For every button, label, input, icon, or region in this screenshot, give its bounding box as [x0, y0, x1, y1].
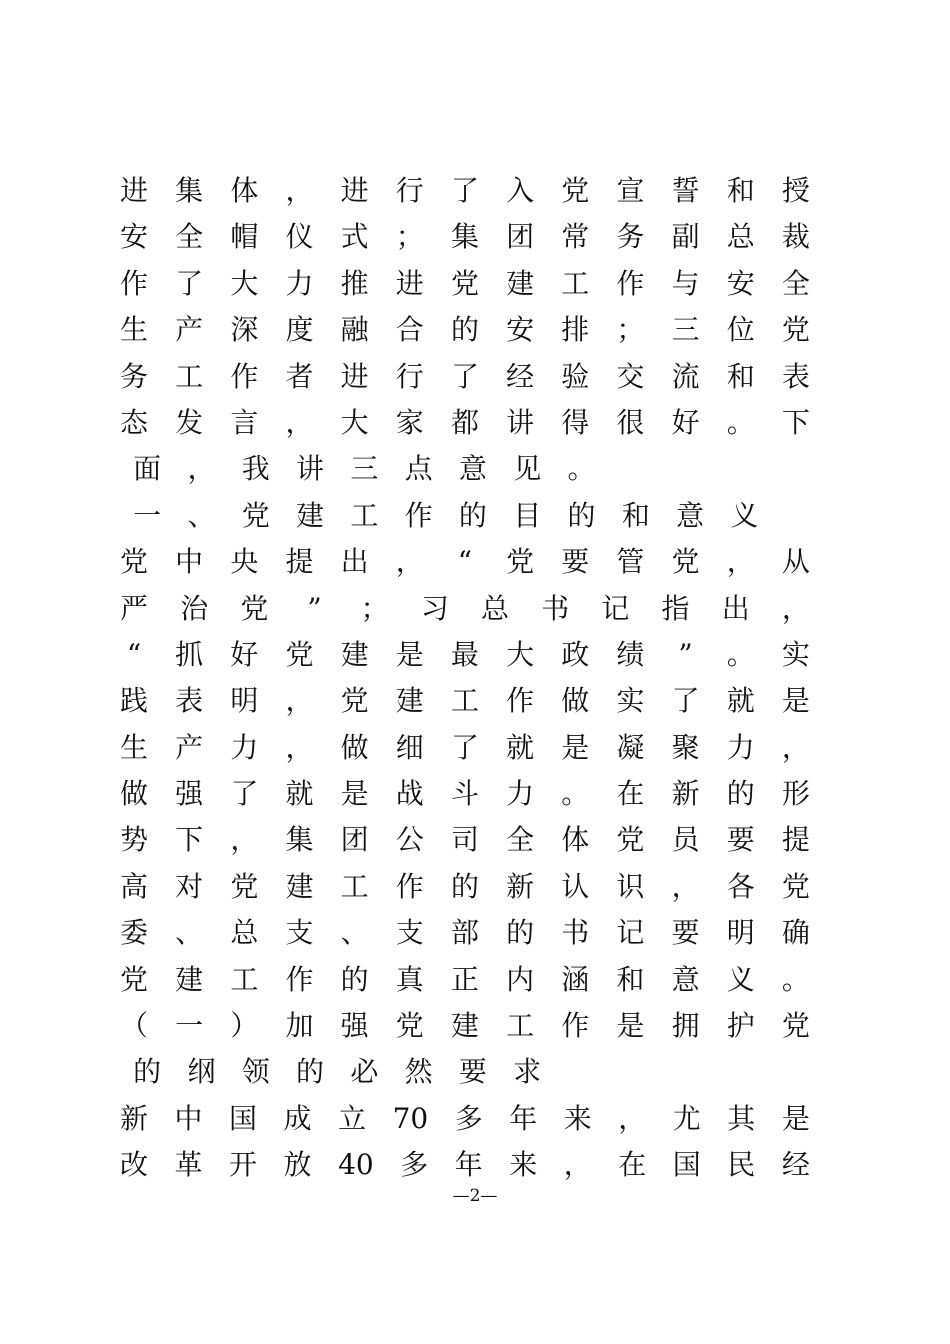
glyph: 的 [450, 869, 479, 903]
glyph: 做 [561, 684, 590, 718]
text-line [120, 1096, 810, 1142]
text-line [120, 725, 810, 771]
glyph: 要 [561, 545, 590, 579]
glyph: 一 [133, 498, 162, 532]
text-line [120, 539, 810, 585]
glyph: 排 [561, 313, 590, 347]
glyph: 凝 [616, 730, 645, 764]
glyph: 好 [671, 405, 700, 439]
glyph: 来 [563, 1101, 592, 1135]
glyph: ， [230, 823, 259, 857]
text-line [120, 307, 810, 353]
glyph: 党 [340, 684, 369, 718]
glyph: 融 [340, 313, 369, 347]
glyph: ） [230, 1009, 259, 1043]
glyph: 。 [781, 962, 810, 996]
glyph: 是 [781, 684, 810, 718]
text-line [120, 632, 810, 678]
glyph: 形 [781, 777, 810, 811]
glyph: ， [781, 730, 810, 764]
glyph: 的 [567, 498, 596, 532]
glyph: 产 [175, 730, 204, 764]
glyph: （ [120, 1009, 149, 1043]
glyph: 指 [661, 591, 690, 625]
glyph: 要 [458, 1055, 487, 1089]
glyph: 好 [230, 637, 259, 671]
glyph: 讲 [506, 405, 535, 439]
glyph: ， [285, 174, 314, 207]
glyph: 进 [120, 174, 149, 207]
glyph: 总 [481, 591, 510, 625]
glyph: 最 [450, 637, 479, 671]
glyph: 一 [175, 1009, 204, 1043]
glyph: 工 [450, 684, 479, 718]
glyph: ； [360, 591, 389, 625]
glyph: 支 [285, 916, 314, 950]
glyph: ， [618, 1101, 647, 1135]
glyph: 委 [120, 916, 149, 950]
glyph: 强 [175, 777, 204, 811]
glyph: ， [671, 869, 700, 903]
glyph: 拥 [671, 1009, 700, 1043]
text-line [120, 168, 810, 214]
text-line [120, 354, 810, 400]
text-line [120, 214, 810, 260]
glyph: 工 [350, 498, 379, 532]
glyph: 习 [420, 591, 449, 625]
glyph: 务 [120, 359, 149, 393]
glyph: 对 [175, 869, 204, 903]
glyph: 建 [175, 962, 204, 996]
glyph: 验 [561, 359, 590, 393]
glyph: 态 [120, 405, 149, 439]
glyph: 党 [671, 545, 700, 579]
glyph: 产 [175, 313, 204, 347]
glyph: 全 [506, 823, 535, 857]
glyph: 与 [671, 266, 700, 300]
glyph: 行 [395, 174, 424, 207]
glyph: 力 [230, 730, 259, 764]
glyph: 进 [340, 359, 369, 393]
glyph: ， [285, 730, 314, 764]
glyph: 的 [296, 1055, 325, 1089]
glyph: 员 [671, 823, 700, 857]
glyph: 。 [567, 452, 596, 486]
glyph: 斗 [450, 777, 479, 811]
glyph: 严 [120, 591, 149, 625]
text-line [120, 261, 810, 307]
glyph: 大 [506, 637, 535, 671]
glyph: 作 [616, 266, 645, 300]
glyph: 70 [392, 1101, 429, 1135]
glyph: “ [457, 545, 473, 579]
glyph: 建 [285, 869, 314, 903]
glyph: 实 [781, 637, 810, 671]
glyph: 护 [726, 1009, 755, 1043]
glyph: 国 [672, 1148, 701, 1182]
glyph: 意 [676, 498, 705, 532]
glyph: 多 [400, 1148, 429, 1182]
glyph: 副 [671, 220, 700, 254]
glyph: 家 [395, 405, 424, 439]
glyph: 意 [458, 452, 487, 486]
glyph: 作 [230, 359, 259, 393]
glyph: 集 [450, 220, 479, 254]
glyph: 绩 [616, 637, 645, 671]
glyph: 是 [616, 1009, 645, 1043]
glyph: 加 [285, 1009, 314, 1043]
glyph: 力 [285, 266, 314, 300]
glyph: 党 [395, 1009, 424, 1043]
glyph: 管 [616, 545, 645, 579]
glyph: 党 [781, 869, 810, 903]
glyph: 在 [616, 777, 645, 811]
glyph: 了 [671, 684, 700, 718]
glyph: 成 [283, 1101, 312, 1135]
glyph: 司 [450, 823, 479, 857]
glyph: 尤 [672, 1101, 701, 1135]
glyph: 强 [340, 1009, 369, 1043]
glyph: 深 [230, 313, 259, 347]
glyph: 发 [175, 405, 204, 439]
glyph: ； [395, 220, 424, 254]
text-line [120, 864, 810, 910]
glyph: 要 [671, 916, 700, 950]
glyph: 者 [285, 359, 314, 393]
glyph: 识 [616, 869, 645, 903]
glyph: 团 [340, 823, 369, 857]
glyph: 总 [230, 916, 259, 950]
glyph: 党 [781, 1009, 810, 1043]
glyph: 涵 [561, 962, 590, 996]
glyph: 作 [285, 962, 314, 996]
glyph: 党 [506, 545, 535, 579]
glyph: 央 [230, 545, 259, 579]
glyph: “ [126, 637, 142, 671]
glyph: 聚 [671, 730, 700, 764]
glyph: 改 [120, 1148, 149, 1182]
glyph: 作 [506, 684, 535, 718]
glyph: 安 [506, 313, 535, 347]
glyph: 大 [230, 266, 259, 300]
glyph: 就 [506, 730, 535, 764]
glyph: 。 [561, 777, 590, 811]
glyph: 意 [671, 962, 700, 996]
glyph: 交 [616, 359, 645, 393]
glyph: 必 [350, 1055, 379, 1089]
glyph: 言 [230, 405, 259, 439]
glyph: 体 [561, 823, 590, 857]
glyph: 要 [726, 823, 755, 857]
glyph: 各 [726, 869, 755, 903]
glyph: 40 [338, 1148, 374, 1182]
glyph: 来 [509, 1148, 538, 1182]
glyph: 的 [458, 498, 487, 532]
glyph: 内 [506, 962, 535, 996]
glyph: 立 [338, 1101, 367, 1135]
glyph: 提 [285, 545, 314, 579]
glyph: 见 [513, 452, 542, 486]
glyph: 合 [395, 313, 424, 347]
glyph: 明 [230, 684, 259, 718]
glyph: 在 [618, 1148, 647, 1182]
glyph: 全 [781, 266, 810, 300]
text-line [120, 817, 810, 863]
glyph: 确 [781, 916, 810, 950]
glyph: 的 [133, 1055, 162, 1089]
glyph: 授 [781, 174, 810, 207]
glyph: 提 [781, 823, 810, 857]
glyph: 得 [561, 405, 590, 439]
glyph: 革 [174, 1148, 203, 1182]
glyph: 和 [726, 174, 755, 207]
glyph: 出 [721, 591, 750, 625]
glyph: 实 [616, 684, 645, 718]
glyph: ， [285, 684, 314, 718]
glyph: 的 [450, 313, 479, 347]
glyph: 。 [726, 637, 755, 671]
glyph: 党 [285, 637, 314, 671]
glyph: ” [678, 637, 693, 671]
glyph: 党 [230, 869, 259, 903]
glyph: 目 [513, 498, 542, 532]
glyph: 了 [450, 359, 479, 393]
glyph: 新 [671, 777, 700, 811]
glyph: 的 [506, 916, 535, 950]
glyph: 面 [133, 452, 162, 486]
glyph: 入 [506, 174, 535, 207]
text-line [120, 400, 810, 446]
glyph: 了 [450, 174, 479, 207]
section-heading [120, 493, 810, 539]
glyph: 放 [283, 1148, 312, 1182]
glyph: ， [285, 405, 314, 439]
glyph: 是 [561, 730, 590, 764]
glyph: 政 [561, 637, 590, 671]
glyph: 认 [561, 869, 590, 903]
glyph: 党 [241, 498, 270, 532]
glyph: ， [726, 545, 755, 579]
glyph: ， [563, 1148, 592, 1182]
glyph: 表 [781, 359, 810, 393]
glyph: 高 [120, 869, 149, 903]
text-line [120, 678, 810, 724]
glyph: 然 [404, 1055, 433, 1089]
glyph: 裁 [781, 220, 810, 254]
glyph: 作 [404, 498, 433, 532]
glyph: 从 [781, 545, 810, 579]
glyph: 三 [671, 313, 700, 347]
glyph: ， [187, 452, 216, 486]
glyph: 部 [450, 916, 479, 950]
page-number: —2— [452, 1186, 498, 1206]
text-line [120, 771, 810, 817]
glyph: 新 [506, 869, 535, 903]
glyph: 是 [395, 637, 424, 671]
glyph: 细 [395, 730, 424, 764]
glyph: 明 [726, 916, 755, 950]
glyph: 建 [395, 684, 424, 718]
glyph: 、 [187, 498, 216, 532]
glyph: 党 [616, 823, 645, 857]
glyph: 工 [230, 962, 259, 996]
glyph: 。 [726, 405, 755, 439]
glyph: 民 [727, 1148, 756, 1182]
glyph: 工 [506, 1009, 535, 1043]
text-line [120, 910, 810, 956]
glyph: 推 [340, 266, 369, 300]
glyph: 建 [450, 1009, 479, 1043]
glyph: 宣 [616, 174, 645, 207]
glyph: 力 [506, 777, 535, 811]
glyph: 书 [561, 916, 590, 950]
glyph: 体 [230, 174, 259, 207]
glyph: 行 [395, 359, 424, 393]
glyph: 建 [506, 266, 535, 300]
glyph: 集 [285, 823, 314, 857]
glyph: 党 [120, 545, 149, 579]
glyph: 经 [781, 1148, 810, 1182]
glyph: 正 [450, 962, 479, 996]
glyph: 工 [340, 869, 369, 903]
glyph: 三 [350, 452, 379, 486]
glyph: 位 [726, 313, 755, 347]
glyph: 是 [340, 777, 369, 811]
glyph: 经 [506, 359, 535, 393]
glyph: 多 [454, 1101, 483, 1135]
glyph: 讲 [296, 452, 325, 486]
glyph: 誓 [671, 174, 700, 207]
glyph: 仪 [285, 220, 314, 254]
glyph: 进 [395, 266, 424, 300]
glyph: 和 [726, 359, 755, 393]
glyph: 领 [241, 1055, 270, 1089]
glyph: 的 [726, 777, 755, 811]
glyph: 和 [616, 962, 645, 996]
glyph: 了 [230, 777, 259, 811]
glyph: 作 [395, 869, 424, 903]
text-line [120, 446, 810, 492]
glyph: 战 [395, 777, 424, 811]
glyph: 总 [726, 220, 755, 254]
glyph: 流 [671, 359, 700, 393]
glyph: 公 [395, 823, 424, 857]
glyph: 义 [730, 498, 759, 532]
glyph: 作 [120, 266, 149, 300]
glyph: 开 [229, 1148, 258, 1182]
glyph: 安 [120, 220, 149, 254]
text-line [120, 957, 810, 1003]
glyph: 就 [285, 777, 314, 811]
glyph: 党 [561, 174, 590, 207]
glyph: 就 [726, 684, 755, 718]
glyph: 常 [561, 220, 590, 254]
glyph: 安 [726, 266, 755, 300]
glyph: 点 [404, 452, 433, 486]
glyph: 建 [296, 498, 325, 532]
glyph: 是 [781, 1101, 810, 1135]
glyph: ； [616, 313, 645, 347]
glyph: 做 [120, 777, 149, 811]
glyph: 其 [727, 1101, 756, 1135]
glyph: 年 [509, 1101, 538, 1135]
glyph: 记 [601, 591, 630, 625]
glyph: 记 [616, 916, 645, 950]
glyph: ， [781, 591, 810, 625]
glyph: 党 [120, 962, 149, 996]
glyph: 和 [621, 498, 650, 532]
subsection-heading [120, 1003, 810, 1049]
glyph: 力 [726, 730, 755, 764]
glyph: 集 [175, 174, 204, 207]
glyph: 进 [340, 174, 369, 207]
glyph: 做 [340, 730, 369, 764]
glyph: 度 [285, 313, 314, 347]
glyph: ” [307, 591, 322, 625]
glyph: 我 [241, 452, 270, 486]
body-text [120, 168, 810, 1189]
glyph: 下 [175, 823, 204, 857]
glyph: 义 [726, 962, 755, 996]
glyph: 纲 [187, 1055, 216, 1089]
glyph: 下 [781, 405, 810, 439]
glyph: 中 [174, 1101, 203, 1135]
glyph: 帽 [230, 220, 259, 254]
glyph: 生 [120, 730, 149, 764]
glyph: 的 [340, 962, 369, 996]
glyph: 团 [506, 220, 535, 254]
glyph: 年 [454, 1148, 483, 1182]
glyph: 践 [120, 684, 149, 718]
glyph: 务 [616, 220, 645, 254]
glyph: 抓 [175, 637, 204, 671]
glyph: 全 [175, 220, 204, 254]
glyph: 势 [120, 823, 149, 857]
glyph: 很 [616, 405, 645, 439]
text-line [120, 586, 810, 632]
glyph: 治 [180, 591, 209, 625]
subsection-heading-cont [120, 1049, 810, 1095]
glyph: 作 [561, 1009, 590, 1043]
glyph: 党 [781, 313, 810, 347]
glyph: 大 [340, 405, 369, 439]
glyph: 党 [450, 266, 479, 300]
glyph: 出 [340, 545, 369, 579]
glyph: 党 [240, 591, 269, 625]
glyph: 求 [513, 1055, 542, 1089]
text-line [120, 1142, 810, 1188]
glyph: 了 [175, 266, 204, 300]
glyph: 生 [120, 313, 149, 347]
glyph: 书 [541, 591, 570, 625]
glyph: 工 [175, 359, 204, 393]
glyph: 、 [175, 916, 204, 950]
glyph: 国 [229, 1101, 258, 1135]
glyph: 都 [450, 405, 479, 439]
glyph: 表 [175, 684, 204, 718]
glyph: 工 [561, 266, 590, 300]
glyph: 新 [120, 1101, 149, 1135]
glyph: ， [395, 545, 424, 579]
glyph: 中 [175, 545, 204, 579]
glyph: 式 [340, 220, 369, 254]
glyph: 真 [395, 962, 424, 996]
glyph: 建 [340, 637, 369, 671]
glyph: 、 [340, 916, 369, 950]
glyph: 支 [395, 916, 424, 950]
glyph: 了 [450, 730, 479, 764]
